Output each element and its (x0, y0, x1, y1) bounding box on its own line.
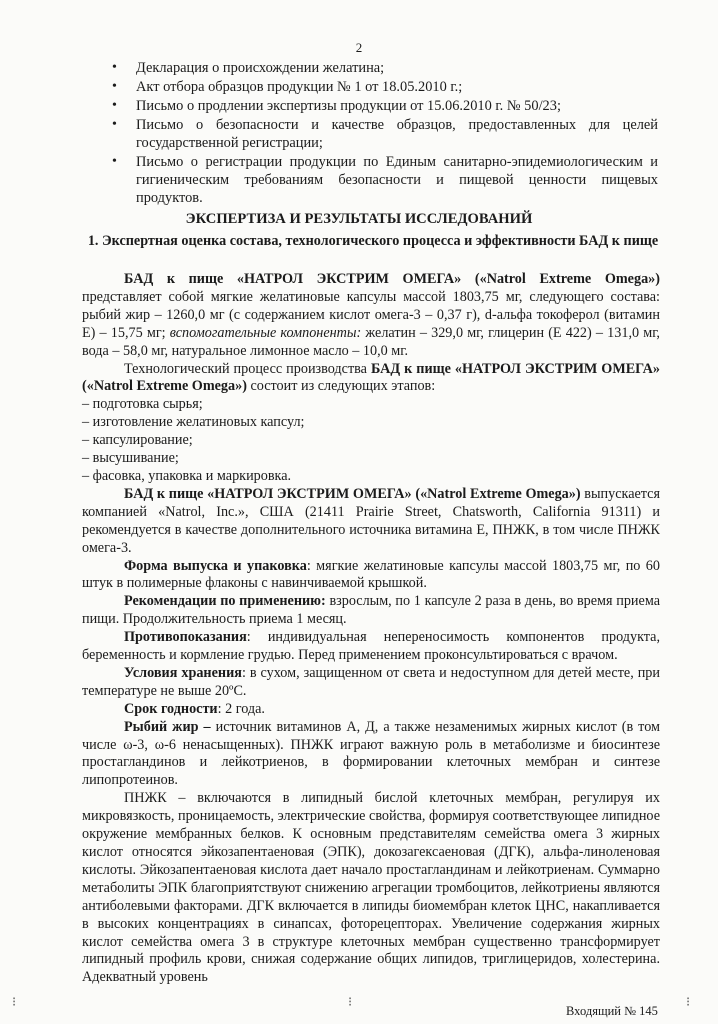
paragraph-shelf-life: Срок годности: 2 года. (124, 700, 265, 717)
paragraph-fish-oil: Рыбий жир – источник витаминов А, Д, а также незаменимых жирных кислот (в том числе ω-3, ω-6 ненасыщенных). ПНЖК играют важную роль в метаболизме и биосинтезе простагландинов и лейкотриенов, в формировании клеточных мембран и синтезе липопротеинов. (82, 718, 660, 789)
product-name: БАД к пище «НАТРОЛ ЭКСТРИМ ОМЕГА» («Natrol Extreme Omega») (124, 485, 581, 502)
list-item: • Письмо о регистрации продукции по Единым санитарно-эпидемиологическим и гигиеническим требованиям безопасности и пищевой ценности пищевых продуктов. (110, 153, 658, 207)
document-body (82, 271, 660, 987)
auxiliary-label: вспомогательные компоненты: (169, 324, 362, 341)
document-list (110, 59, 658, 208)
list-item: • Письмо о безопасности и качестве образцов, предоставленных для целей государственной регистрации; (110, 116, 658, 152)
paragraph-pufa: ПНЖК – включаются в липидный бислой клеточных мембран, регулируя их микровязкость, проницаемость, электрические свойства, формируя соответствующее липидное окружение мембранных белков. К основным представителям семейства омега 3 жирных кислот относятся эйкозапентаеновая (ЭПК), докозагексаеновая (ДГК), альфа-линоленовая кислоты. Эйкозапентаеновая кислота дает начало простагландинам и лейкотриенам. Суммарно метаболиты ЭПК благоприятствуют снижению агрегации тромбоцитов, лейкотриены являются антиболевыми факторами. ДГК включается в липиды биомембран клеток ЦНС, накапливается в высоких концентрациях в синапсах, фоторецепторах. Увеличение содержания жирных кислот семейства омега 3 в структуре клеточных мембран существенно трансформирует липидный профиль крови, снижая содержание общих липидов, триглицеридов, холестерина. Адекватный уровень (82, 790, 660, 986)
incoming-number: Входящий № 145 (566, 1004, 658, 1018)
paragraph-usage: Рекомендации по применению: взрослым, по 1 капсуле 2 раза в день, во время приема пищи. Продолжительность приема 1 месяц. (82, 593, 661, 628)
product-name: БАД к пище «НАТРОЛ ЭКСТРИМ ОМЕГА» («Natrol Extreme Omega») (82, 360, 660, 395)
page-number: 2 (355, 40, 363, 55)
paragraph-contraindications: Противопоказания: индивидуальная непереносимость компонентов продукта, беременность и кормление грудью. Перед применением проконсультироваться с врачом. (82, 629, 660, 664)
paragraph-manufacturer: БАД к пище «НАТРОЛ ЭКСТРИМ ОМЕГА» («Natrol Extreme Omega») выпускается компанией «Natrol, Inc.», США (21411 Prairie Street, Chatsworth, California 91311) и рекомендуется в качестве дополнительного источника витамина Е, ПНЖК, в том числе ПНЖК омега-3. (82, 485, 660, 556)
subsection-heading: 1. Экспертная оценка состава, технологического процесса и эффективности БАД к пище (87, 233, 659, 249)
stages-list (82, 396, 660, 486)
section-heading: ЭКСПЕРТИЗА И РЕЗУЛЬТАТЫ ИССЛЕДОВАНИЙ (185, 211, 533, 227)
list-item: – капсулирование; (82, 432, 193, 449)
paragraph-storage: Условия хранения: в сухом, защищенном от света и недоступном для детей месте, при температуре не выше 20ºС. (82, 664, 660, 699)
list-item: – подготовка сырья; (82, 396, 203, 413)
list-item: • Акт отбора образцов продукции № 1 от 18.05.2010 г.; (110, 78, 658, 96)
binding-hole-mark: ⁝ (686, 994, 691, 1009)
paragraph-composition: БАД к пище «НАТРОЛ ЭКСТРИМ ОМЕГА» («Natrol Extreme Omega») представляет собой мягкие желатиновые капсулы массой 1803,75 мг, следующего состава: рыбий жир – 1260,0 мг (с содержанием кислот омега-3 – 0,37 г), d-альфа токоферол (витамин Е) – 15,75 мг; вспомогательные компоненты: желатин – 329,0 мг, глицерин (Е 422) – 131,0 мг, вода – 58,0 мг, натуральное лимонное масло – 10,0 мг. (82, 271, 660, 359)
list-item: – изготовление желатиновых капсул; (82, 414, 305, 431)
list-item: • Письмо о продлении экспертизы продукции от 15.06.2010 г. № 50/23; (110, 97, 658, 115)
paragraph-packaging: Форма выпуска и упаковка: мягкие желатиновые капсулы массой 1803,75 мг, по 60 штук в полимерные флаконы с навинчиваемой крышкой. (82, 557, 660, 592)
list-item: • Декларация о происхождении желатина; (110, 59, 658, 77)
binding-hole-mark: ⁝ (348, 994, 353, 1009)
paragraph-process: Технологический процесс производства БАД к пище «НАТРОЛ ЭКСТРИМ ОМЕГА» («Natrol Extreme Omega») состоит из следующих этапов: (82, 360, 660, 395)
binding-hole-mark: ⁝ (12, 994, 17, 1009)
product-name: БАД к пище «НАТРОЛ ЭКСТРИМ ОМЕГА» («Natrol Extreme Omega») (124, 271, 660, 287)
list-item: – фасовка, упаковка и маркировка. (82, 467, 292, 484)
list-item: – высушивание; (82, 450, 179, 467)
